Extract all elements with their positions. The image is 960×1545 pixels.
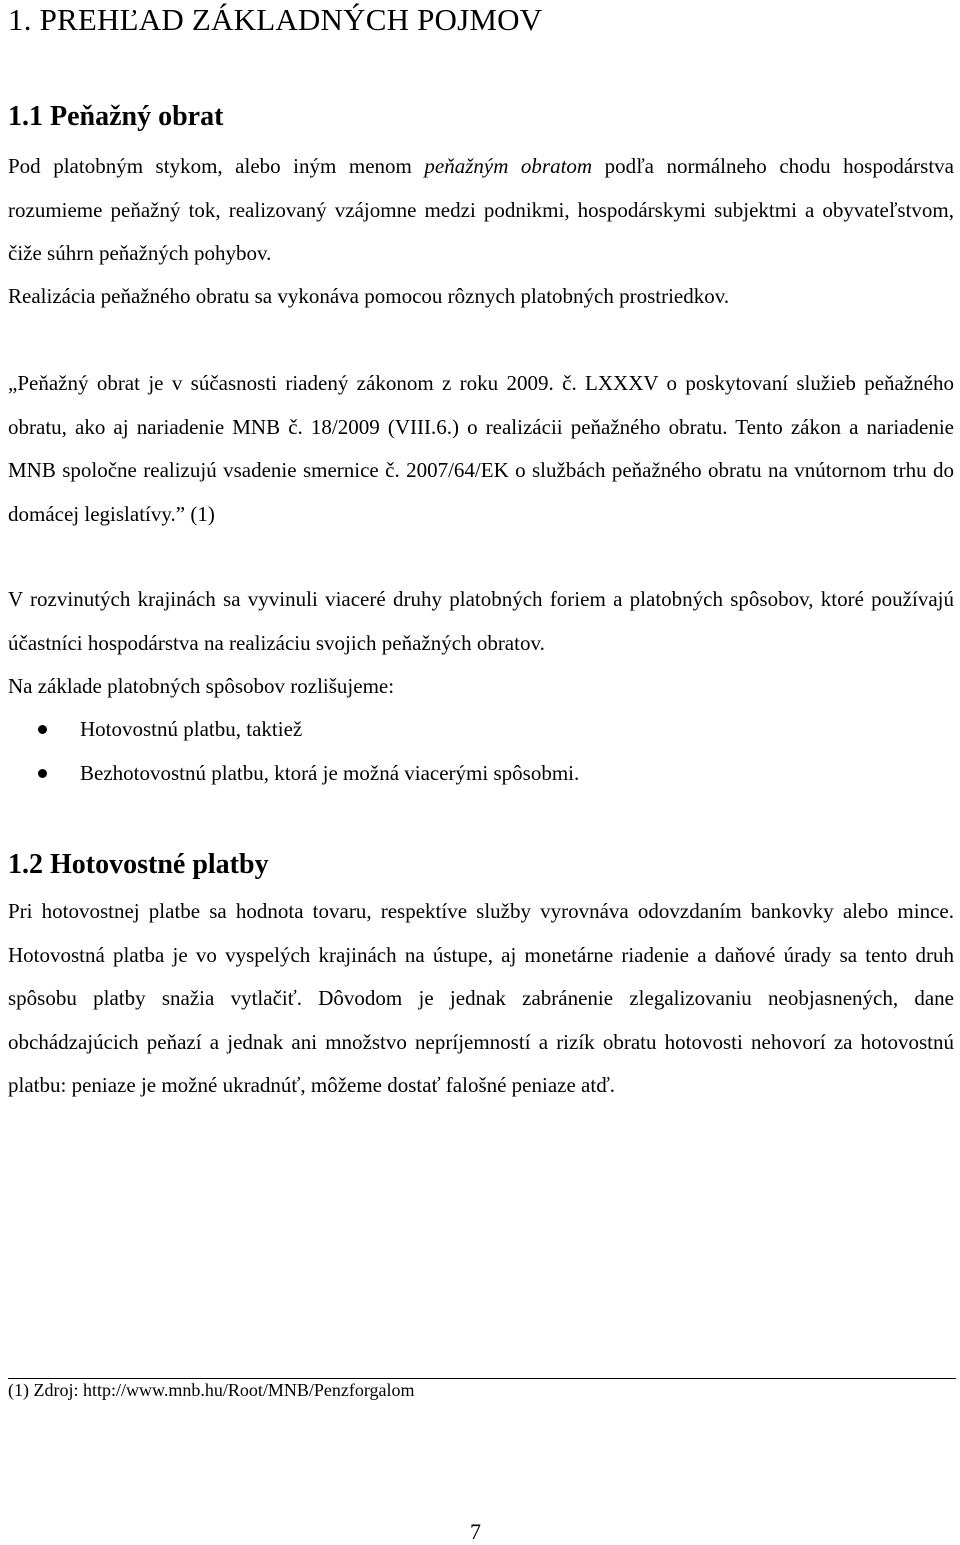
paragraph-text-start: Pod platobným stykom, alebo iným menom xyxy=(8,154,425,178)
paragraph-payment-definition xyxy=(8,145,954,276)
list-item-text: Bezhotovostnú platbu, ktorá je možná viacerými spôsobmi. xyxy=(80,760,580,785)
paragraph-realization: Realizácia peňažného obratu sa vykonáva pomocou rôznych platobných prostriedkov. xyxy=(8,284,730,308)
list-item xyxy=(8,708,954,752)
list-item-text: Hotovostnú platbu, taktiež xyxy=(80,717,303,741)
emphasized-term: peňažným obratom xyxy=(424,154,593,178)
bullet-icon xyxy=(38,769,47,778)
paragraph-distinguish: Na základe platobných spôsobov rozlišujeme: xyxy=(8,674,395,698)
bullet-icon xyxy=(38,725,47,734)
chapter-heading: 1. PREHĽAD ZÁKLADNÝCH POJMOV xyxy=(8,2,543,37)
footnote: (1) Zdroj: http://www.mnb.hu/Root/MNB/Penzforgalom xyxy=(8,1380,415,1400)
section-heading-1-1: 1.1 Peňažný obrat xyxy=(8,101,224,132)
page-number: 7 xyxy=(470,1519,481,1544)
payment-methods-list xyxy=(8,708,954,795)
paragraph-law-quote: „Peňažný obrat je v súčasnosti riadený zákonom z roku 2009. č. LXXXV o poskytovaní služieb peňažného obratu, ako aj nariadenie MNB č. 18/2009 (VIII.6.) o realizácii peňažného obratu. Tento zákon a nariadenie MNB spoločne realizujú vsadenie smernice č. 2007/64/EK o službách peňažného obratu na vnútornom trhu do domácej legislatívy.” (1) xyxy=(8,371,954,526)
paragraph-payment-forms: V rozvinutých krajinách sa vyvinuli viaceré druhy platobných foriem a platobných spôsobov, ktoré používajú účastníci hospodárstva na realizáciu svojich peňažných obratov. xyxy=(8,587,954,655)
paragraph-text-end: podľa normálneho chodu hospodárstva rozumieme peňažný tok, realizovaný vzájomne medzi podnikmi, hospodárskymi subjektmi a obyvateľstvom, čiže súhrn peňažných pohybov. xyxy=(8,154,954,265)
section-heading-1-2: 1.2 Hotovostné platby xyxy=(8,849,269,880)
paragraph-cash-payments: Pri hotovostnej platbe sa hodnota tovaru, respektíve služby vyrovnáva odovzdaním bankovky alebo mince. Hotovostná platba je vo vyspelých krajinách na ústupe, aj monetárne riadenie a daňové úrady sa tento druh spôsobu platby snažia vytlačiť. Dôvodom je jednak zabránenie zlegalizovaniu neobjasnených, dane obchádzajúcich peňazí a jednak ani množstvo nepríjemností a rizík obratu hotovosti nehovorí za hotovostnú platbu: peniaze je možné ukradnúť, môžeme dostať falošné peniaze atď. xyxy=(8,899,954,1097)
list-item xyxy=(8,752,954,796)
